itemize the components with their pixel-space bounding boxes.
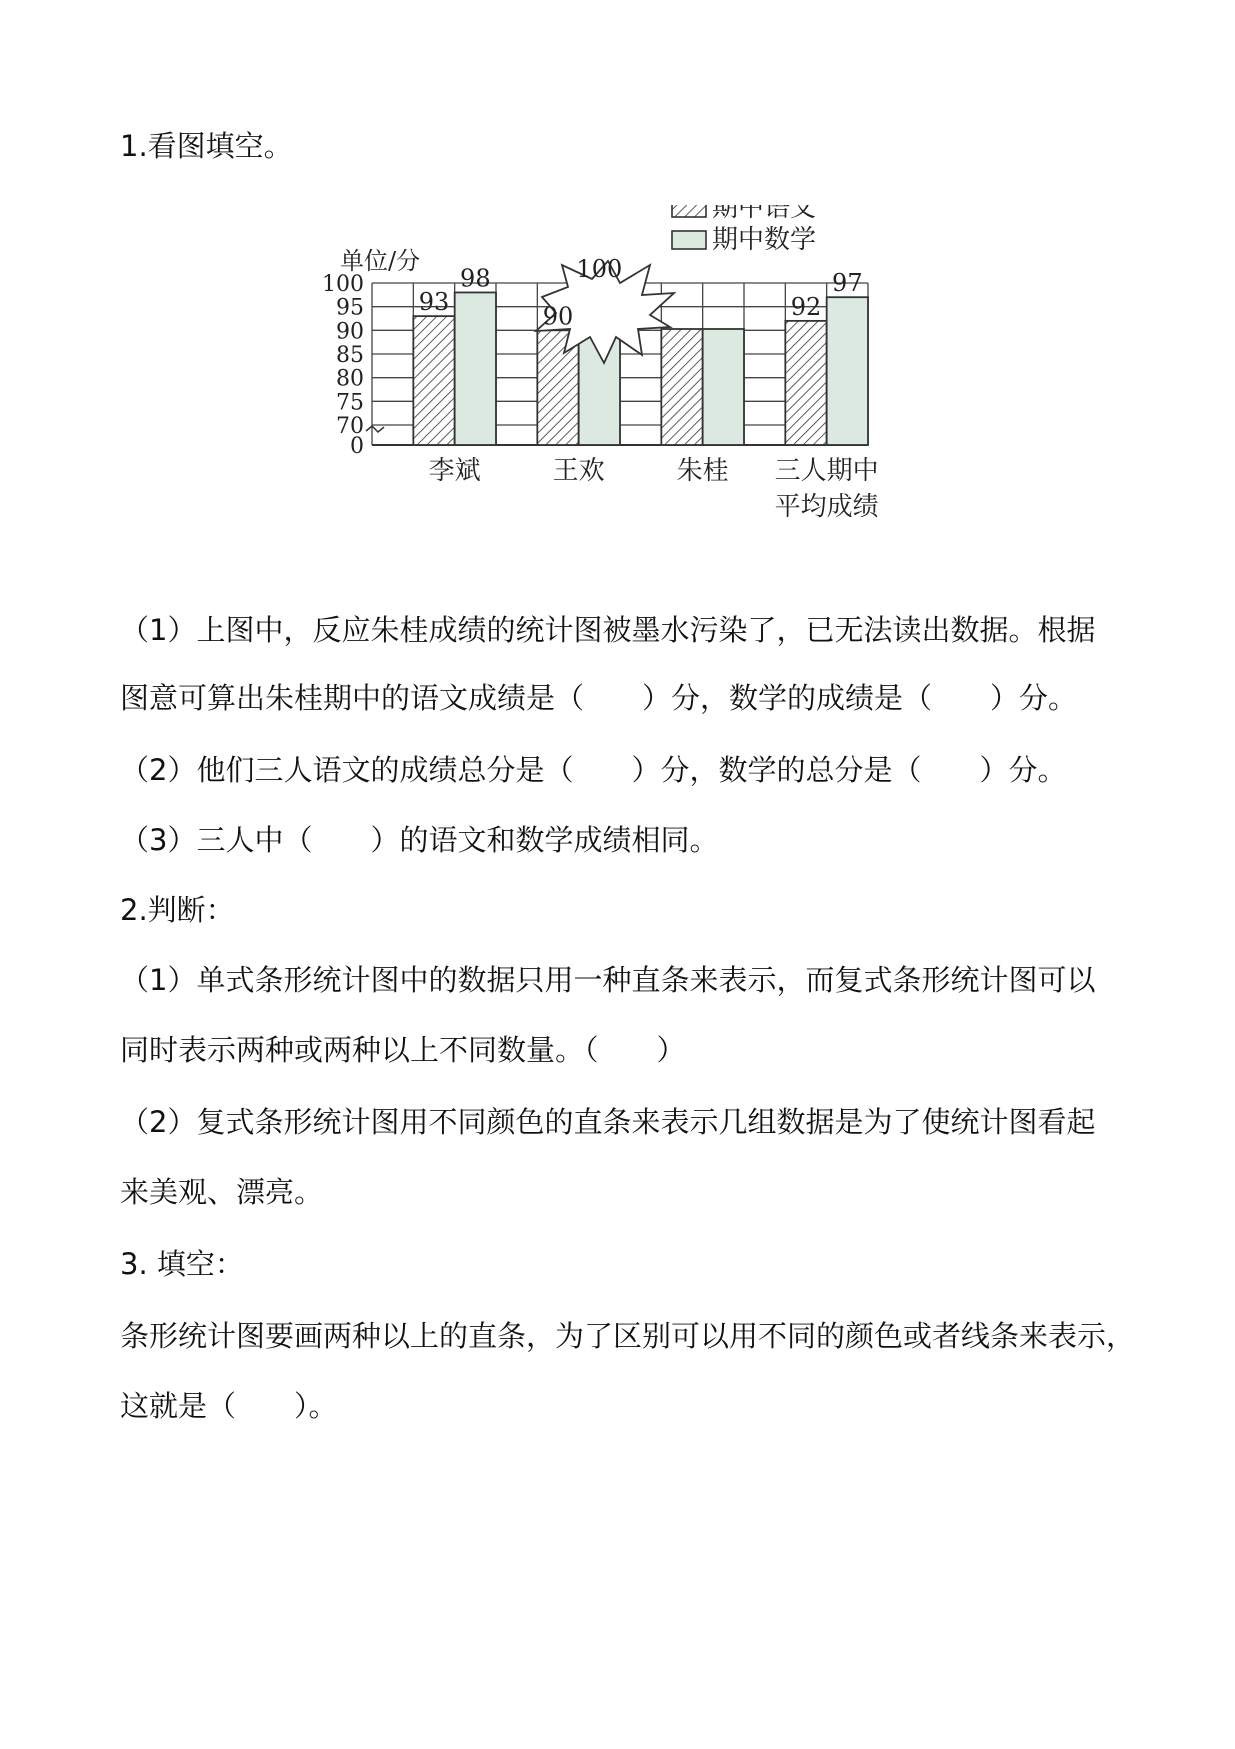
- data-label: 97: [832, 269, 863, 298]
- q2-title: 2.判断：: [120, 893, 235, 927]
- y-tick-label: 75: [336, 390, 364, 416]
- y-tick-label: 85: [336, 343, 364, 368]
- category-label: 三人期中: [774, 456, 879, 486]
- y-tick-label: 90: [336, 319, 364, 345]
- q2-part1-line1: （1）单式条形统计图中的数据只用一种直条来表示，而复式条形统计图可以: [120, 963, 1096, 997]
- y-tick-label: 100: [322, 272, 364, 297]
- category-label: 李斌: [428, 456, 481, 486]
- grouped-bar-chart: [300, 205, 920, 575]
- legend-swatch: [672, 205, 706, 217]
- y-tick-label: 0: [350, 434, 364, 459]
- q2-part2-line1: （2）复式条形统计图用不同颜色的直条来表示几组数据是为了使统计图看起: [120, 1105, 1096, 1139]
- bar-math-obscured: [703, 329, 744, 445]
- q2-part1-line2: 同时表示两种或两种以上不同数量。（ ）: [120, 1033, 686, 1067]
- data-label: 92: [790, 292, 822, 321]
- legend-swatch: [672, 231, 706, 249]
- data-label: 90: [542, 302, 574, 331]
- category-label-line2: 平均成绩: [774, 492, 879, 522]
- data-label: 98: [460, 264, 491, 293]
- category-label: 王欢: [552, 456, 605, 486]
- q1-part1-line2: 图意可算出朱桂期中的语文成绩是（ ）分，数学的成绩是（ ）分。: [120, 681, 1078, 715]
- q1-part3: （3）三人中（ ）的语文和数学成绩相同。: [120, 823, 719, 857]
- axis-break: [366, 426, 384, 432]
- bar-chinese-0: [413, 316, 454, 445]
- q1-part1-line1: （1）上图中，反应朱桂成绩的统计图被墨水污染了，已无法读出数据。根据: [120, 613, 1096, 647]
- q3-line1: 条形统计图要画两种以上的直条，为了区别可以用不同的颜色或者线条来表示，: [120, 1319, 1136, 1353]
- bar-chinese-3: [785, 321, 826, 445]
- y-tick-label: 70: [336, 414, 364, 439]
- legend-label: 期中数学: [712, 225, 817, 255]
- bar-math-0: [455, 292, 496, 445]
- legend-label: 期中语文: [712, 205, 817, 223]
- y-unit-label: 单位/分: [340, 247, 421, 275]
- bar-math-3: [827, 297, 868, 445]
- data-label: 93: [418, 288, 450, 317]
- q3-line2: 这就是（ ）。: [120, 1389, 338, 1423]
- y-tick-label: 95: [336, 295, 364, 321]
- q1-title: 1.看图填空。: [120, 129, 293, 163]
- q1-part2: （2）他们三人语文的成绩总分是（ ）分，数学的总分是（ ）分。: [120, 753, 1067, 787]
- data-label: 100: [576, 255, 623, 283]
- q3-title: 3. 填空：: [120, 1247, 244, 1281]
- q2-part2-line2: 来美观、漂亮。: [120, 1175, 324, 1209]
- category-label: 朱桂: [676, 456, 729, 486]
- bar-chinese-obscured: [661, 329, 702, 445]
- y-tick-label: 80: [336, 366, 364, 392]
